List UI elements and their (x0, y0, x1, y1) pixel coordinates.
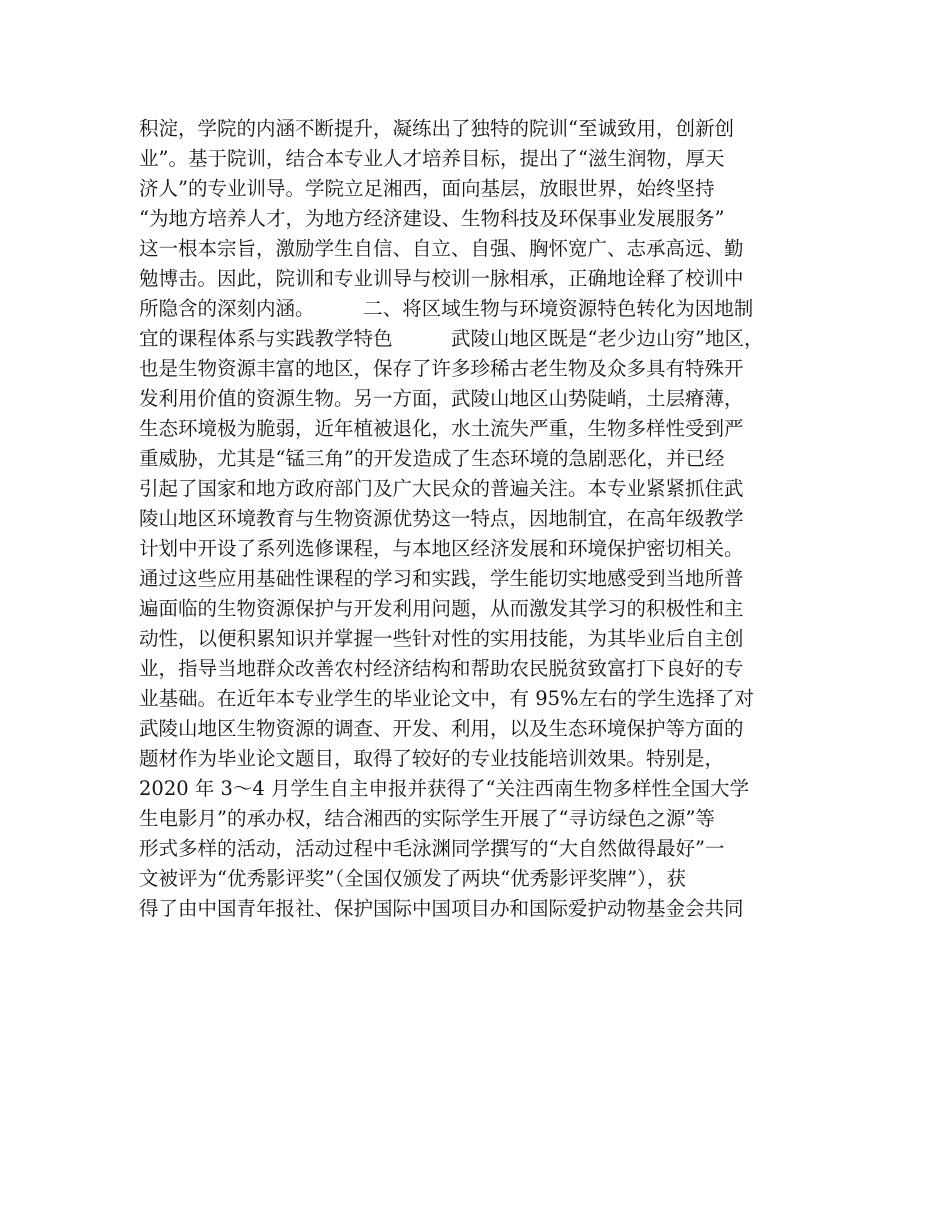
text-line: 通过这些应用基础性课程的学习和实践，学生能切实地感受到当地所普 (139, 567, 744, 590)
text-line: 勉博击。因此，院训和专业训导与校训一脉相承，正确地诠释了校训中 (139, 267, 744, 290)
text-line: 得了由中国青年报社、保护国际中国项目办和国际爱护动物基金会共同 (139, 897, 744, 920)
text-line: 生电影月”的承办权，结合湘西的实际学生开展了“寻访绿色之源”等 (139, 807, 715, 830)
text-line: 武陵山地区生物资源的调查、开发、利用，以及生态环境保护等方面的 (139, 717, 744, 740)
text-line: 题材作为毕业论文题目，取得了较好的专业技能培训效果。特别是， (139, 747, 725, 770)
text-line: 2020 年 3～4 月学生自主申报并获得了“关注西南生物多样性全国大学 (139, 777, 750, 800)
text-line: 积淀，学院的内涵不断提升，凝练出了独特的院训“至诚致用，创新创 (139, 117, 734, 140)
text-line: 宜的课程体系与实践教学特色 武陵山地区既是“老少边山穷”地区， (139, 327, 764, 350)
text-line: 业基础。在近年本专业学生的毕业论文中，有 95%左右的学生选择了对 (139, 687, 755, 710)
text-line: 业”。基于院训，结合本专业人才培养目标，提出了“滋生润物，厚天 (139, 147, 725, 170)
text-line: 也是生物资源丰富的地区，保存了许多珍稀古老生物及众多具有特殊开 (139, 357, 744, 380)
text-line: 生态环境极为脆弱，近年植被退化，水土流失严重，生物多样性受到严 (139, 417, 744, 440)
text-line: 计划中开设了系列选修课程，与本地区经济发展和环境保护密切相关。 (139, 537, 744, 560)
text-line: “为地方培养人才，为地方经济建设、生物科技及环保事业发展服务” (139, 207, 725, 230)
text-line: 济人”的专业训导。学院立足湘西，面向基层，放眼世界，始终坚持 (139, 177, 715, 200)
text-line: 重威胁，尤其是“锰三角”的开发造成了生态环境的急剧恶化，并已经 (139, 447, 725, 470)
text-line: 发利用价值的资源生物。另一方面，武陵山地区山势陡峭，土层瘠薄， (139, 387, 744, 410)
body-text (139, 114, 829, 924)
text-line: 遍面临的生物资源保护与开发利用问题，从而激发其学习的积极性和主 (139, 597, 744, 620)
text-line: 形式多样的活动，活动过程中毛泳渊同学撰写的“大自然做得最好”一 (139, 837, 725, 860)
text-line: 动性，以便积累知识并掌握一些针对性的实用技能，为其毕业后自主创 (139, 627, 744, 650)
text-line: 这一根本宗旨，激励学生自信、自立、自强、胸怀宽广、志承高远、勤 (139, 237, 744, 260)
text-line: 文被评为“优秀影评奖”（全国仅颁发了两块“优秀影评奖牌”），获 (139, 867, 686, 890)
text-line: 陵山地区环境教育与生物资源优势这一特点，因地制宜，在高年级教学 (139, 507, 744, 530)
text-line: 引起了国家和地方政府部门及广大民众的普遍关注。本专业紧紧抓住武 (139, 477, 744, 500)
text-line: 业，指导当地群众改善农村经济结构和帮助农民脱贫致富打下良好的专 (139, 657, 744, 680)
text-line: 所隐含的深刻内涵。 二、将区域生物与环境资源特色转化为因地制 (139, 297, 754, 320)
